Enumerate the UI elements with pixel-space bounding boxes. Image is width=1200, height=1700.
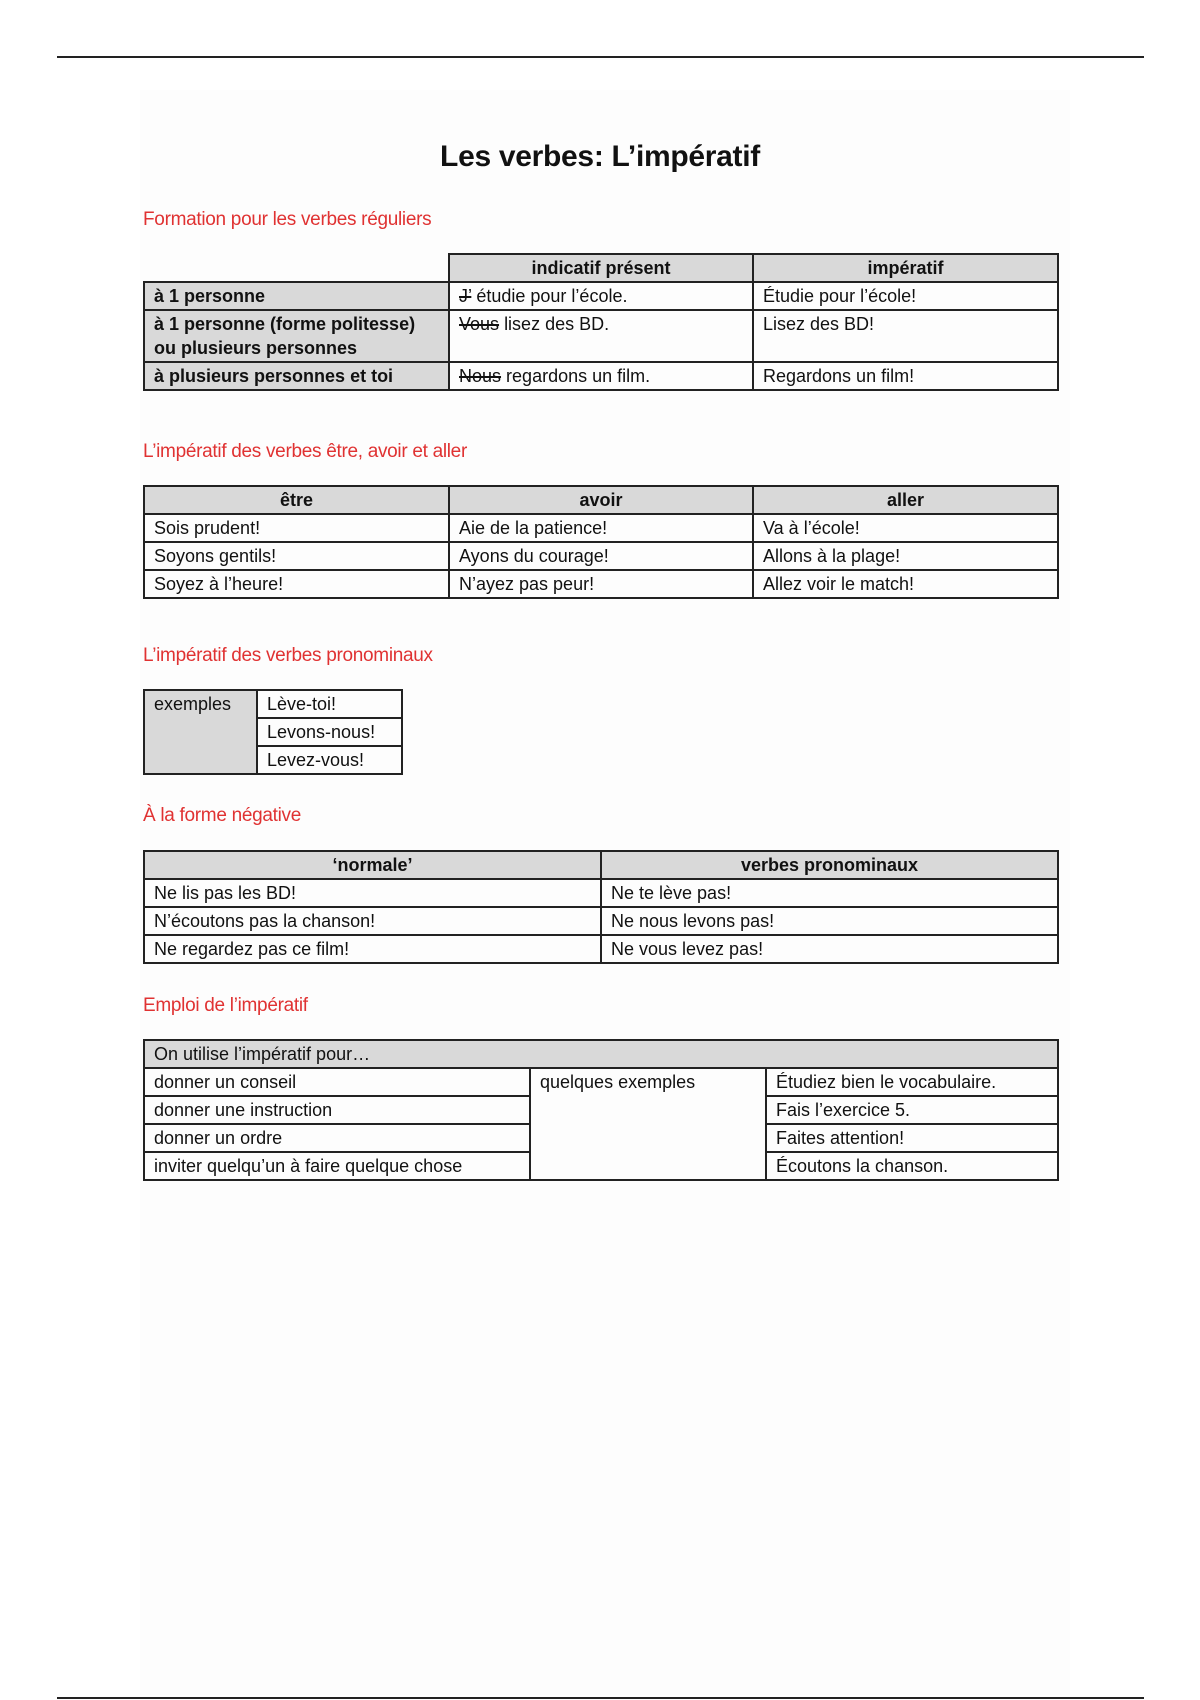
column-header: ‘normale’ xyxy=(144,851,601,879)
imperative-cell: Étudie pour l’école! xyxy=(753,282,1058,310)
table-cell: Ne te lève pas! xyxy=(601,879,1058,907)
example-cell: Étudiez bien le vocabulaire. xyxy=(766,1068,1058,1096)
use-cell: donner un ordre xyxy=(144,1124,530,1152)
table-header-row xyxy=(144,486,1058,514)
table-row xyxy=(144,282,1058,310)
table-row xyxy=(144,514,1058,542)
column-header: être xyxy=(144,486,449,514)
table-row xyxy=(144,542,1058,570)
formation-table xyxy=(143,253,1059,391)
table-row xyxy=(144,690,402,718)
irregular-verbs-table xyxy=(143,485,1059,599)
present-text: étudie pour l’école. xyxy=(476,286,628,306)
row-label-line: à 1 personne (forme politesse) xyxy=(154,314,416,334)
header-rule xyxy=(57,56,1144,58)
imperative-cell: Lisez des BD! xyxy=(753,310,1058,362)
column-header: verbes pronominaux xyxy=(601,851,1058,879)
empty-corner-cell xyxy=(144,254,449,282)
struck-pronoun: Vous xyxy=(459,314,500,334)
use-cell: inviter quelqu’un à faire quelque chose xyxy=(144,1152,530,1180)
column-header: avoir xyxy=(449,486,753,514)
present-cell xyxy=(449,362,753,390)
row-label: à plusieurs personnes et toi xyxy=(144,362,449,390)
table-cell: Va à l’école! xyxy=(753,514,1058,542)
imperative-cell: Regardons un film! xyxy=(753,362,1058,390)
column-header: impératif xyxy=(753,254,1058,282)
example-cell: Écoutons la chanson. xyxy=(766,1152,1058,1180)
example-cell: Fais l’exercice 5. xyxy=(766,1096,1058,1124)
examples-label: exemples xyxy=(144,690,257,774)
table-header-row xyxy=(144,254,1058,282)
row-label: à 1 personne xyxy=(144,282,449,310)
table-cell: Soyez à l’heure! xyxy=(144,570,449,598)
table-row xyxy=(144,907,1058,935)
row-label xyxy=(144,310,449,362)
examples-label: quelques exemples xyxy=(530,1068,766,1180)
table-row xyxy=(144,935,1058,963)
table-cell: Aie de la patience! xyxy=(449,514,753,542)
present-text: lisez des BD. xyxy=(504,314,610,334)
example-cell: Faites attention! xyxy=(766,1124,1058,1152)
use-cell: donner un conseil xyxy=(144,1068,530,1096)
section-heading-formation: Formation pour les verbes réguliers xyxy=(143,209,432,230)
table-row xyxy=(144,310,1058,362)
table-cell: N’écoutons pas la chanson! xyxy=(144,907,601,935)
section-heading-negative: À la forme négative xyxy=(143,805,301,826)
negative-form-table xyxy=(143,850,1059,964)
table-cell: Sois prudent! xyxy=(144,514,449,542)
table-cell: Levons-nous! xyxy=(257,718,402,746)
table-header-row xyxy=(144,1040,1058,1068)
usage-header: On utilise l’impératif pour… xyxy=(144,1040,1058,1068)
table-cell: Ne vous levez pas! xyxy=(601,935,1058,963)
table-row xyxy=(144,879,1058,907)
use-cell: donner une instruction xyxy=(144,1096,530,1124)
table-cell: Allons à la plage! xyxy=(753,542,1058,570)
table-header-row xyxy=(144,851,1058,879)
section-heading-pronominal: L’impératif des verbes pronominaux xyxy=(143,645,433,666)
struck-pronoun: J’ xyxy=(459,286,472,306)
usage-table xyxy=(143,1039,1059,1181)
row-label-line: ou plusieurs personnes xyxy=(154,338,358,358)
column-header: indicatif présent xyxy=(449,254,753,282)
table-cell: Ne nous levons pas! xyxy=(601,907,1058,935)
column-header: aller xyxy=(753,486,1058,514)
table-cell: Ne lis pas les BD! xyxy=(144,879,601,907)
table-row xyxy=(144,362,1058,390)
table-cell: Allez voir le match! xyxy=(753,570,1058,598)
table-cell: Lève-toi! xyxy=(257,690,402,718)
table-cell: N’ayez pas peur! xyxy=(449,570,753,598)
page-title: Les verbes: L’impératif xyxy=(440,140,760,173)
table-cell: Levez-vous! xyxy=(257,746,402,774)
table-row xyxy=(144,570,1058,598)
present-text: regardons un film. xyxy=(506,366,651,386)
table-row xyxy=(144,1068,1058,1096)
present-cell xyxy=(449,282,753,310)
section-heading-irregular: L’impératif des verbes être, avoir et aller xyxy=(143,441,467,462)
pronominal-table xyxy=(143,689,403,775)
table-cell: Ne regardez pas ce film! xyxy=(144,935,601,963)
footer-rule xyxy=(57,1697,1144,1699)
table-cell: Ayons du courage! xyxy=(449,542,753,570)
struck-pronoun: Nous xyxy=(459,366,502,386)
section-heading-usage: Emploi de l’impératif xyxy=(143,995,308,1016)
present-cell xyxy=(449,310,753,362)
table-cell: Soyons gentils! xyxy=(144,542,449,570)
